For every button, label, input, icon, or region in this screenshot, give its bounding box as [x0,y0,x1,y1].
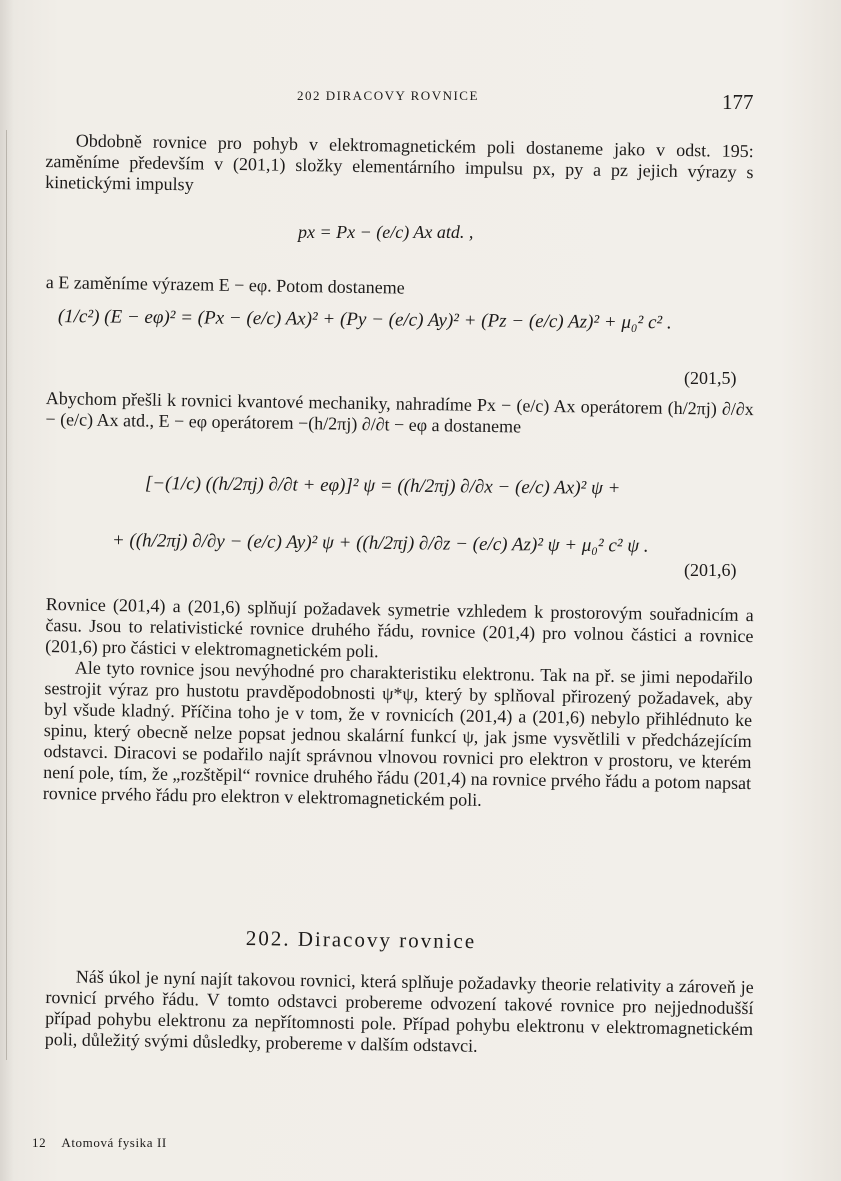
equation-201-6-line-1: [−(1/c) ((h/2πj) ∂/∂t + eφ)]² ψ = ((h/2πj) ∂/∂x − (e/c) Ax)² ψ + [144,473,621,499]
equation-number-201-6: (201,6) [684,560,737,580]
equation-201-6-line-2: + ((h/2πj) ∂/∂y − (e/c) Ay)² ψ + ((h/2πj) ∂/∂z − (e/c) Az)² ψ + μ₀² c² ψ . [111,530,649,557]
paragraph-3-text: Rovnice (201,4) a (201,6) splňují požadavek symetrie vzhledem k prostorovým souřadnicím a času. Jsou to relativistické rovnice druhého řádu, rovnice (201,4) pro volnou částici a rovnice (201,6) pro částici v elektromagnetickém poli. [45,594,754,662]
running-head: 202 DIRACOVY ROVNICE [297,88,479,103]
footer [32,1135,167,1151]
footer-signature: 12 [32,1135,47,1150]
equation-201-5: (1/c²) (E − eφ)² = (Px − (e/c) Ax)² + (Py − (e/c) Ay)² + (Pz − (e/c) Az)² + μ₀² c² . [57,306,672,334]
equation-number-201-5: (201,5) [684,368,737,388]
paragraph-5-text: Náš úkol je nyní najít takovou rovnici, která splňuje požadavky theorie relativity a zároveň je rovnicí prvého řádu. V tomto odstavci probereme odvození takové rovnice pro nejjednodušší případ pohybu elektronu za nepřítomnosti pole. Případ pohybu elektronu v elektromagnetickém poli, důležitý svými důsledky, probereme v dalším odstavci. [44,966,754,1056]
paragraph-5 [45,966,754,1061]
section-title: 202. Diracovy rovnice [245,926,477,954]
line-energy-text: a E zaměníme výrazem E − eφ. Potom dostaneme [45,272,405,298]
paragraph-4-text: Ale tyto rovnice jsou nevýhodné pro charakteristiku elektronu. Tak na př. se jimi nepodařilo sestrojit výraz pro hustotu pravděpodobnosti ψ*ψ, který by splňoval přirozený požadavek, aby byl všude kladný. Příčina toho je v tom, že v rovnicích (201,4) a (201,6) nebylo přihlédnuto ke spinu, který obecně nelze popsat jednou skalární funkcí ψ, jak jsme vysvětlili v předcházejícím odstavci. Diracovi se podařilo najít správnou vlnovou rovnici pro elektron v prostoru, ve kterém není pole, tím, že „rozštěpil“ rovnice druhého řádu (201,4) na rovnice prvého řádu a potom napsat rovnice prvého řádu pro elektron v elektromagnetickém poli. [42,657,753,810]
paragraph-1 [45,130,754,204]
line-energy-substitution [46,272,754,304]
page-edge-line [6,130,7,1060]
paragraph-2-text: Abychom přešli k rovnici kvantové mechaniky, nahradíme Px − (e/c) Ax operátorem (h/2πj) ∂/∂x − (e/c) Ax atd., E − eφ operátorem −(h/2πj) ∂/∂t − eφ a dostaneme [45,388,754,437]
paragraph-2 [45,388,754,441]
equation-impulse: px = Px − (e/c) Ax atd. , [298,222,474,242]
page-number: 177 [722,90,754,114]
footer-book-title: Atomová fysika II [61,1135,167,1150]
paragraphs-3-4 [43,594,754,815]
paragraph-1-text: Obdobně rovnice pro pohyb v elektromagnetickém poli dostaneme jako v odst. 195: zaměníme především v (201,1) složky elementárního impulsu px, py a pz jejich výrazy s kinetickými impulsy [45,130,754,195]
